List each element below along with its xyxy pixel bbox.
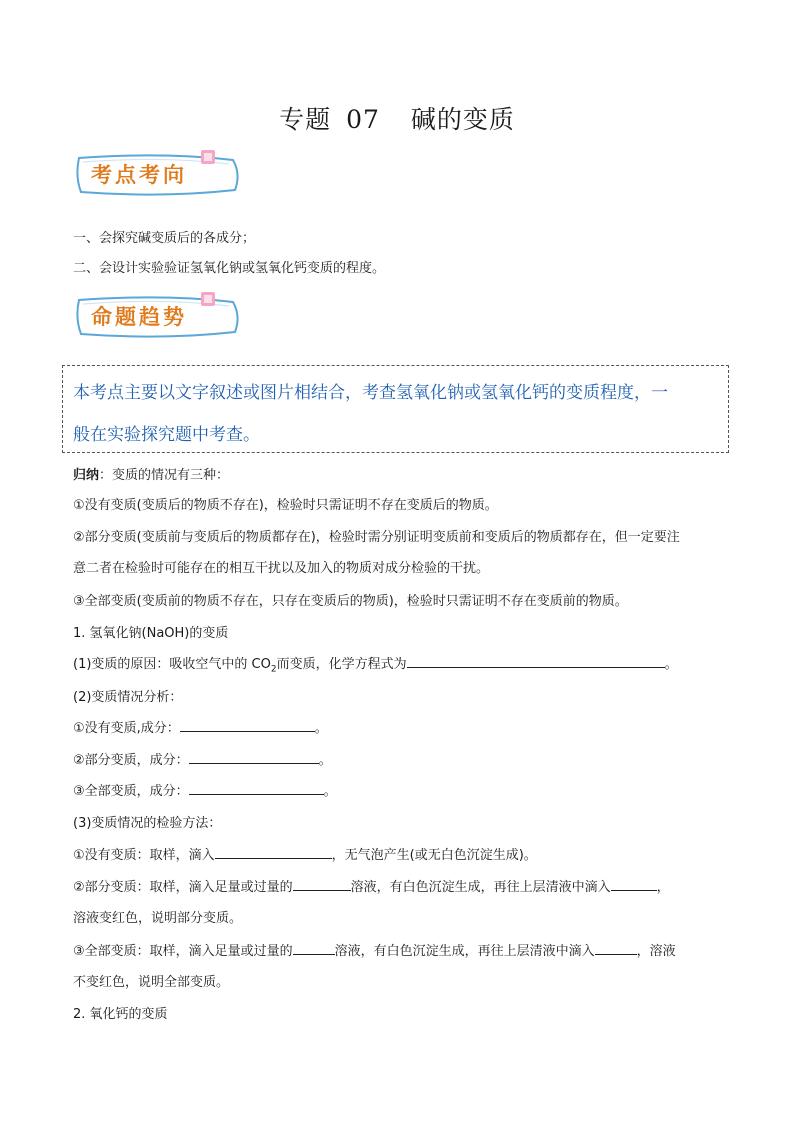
section1-heading: 1. 氢氧化钠(NaOH)的变质	[73, 626, 229, 641]
analysis-heading: (2)变质情况分析：	[73, 690, 183, 705]
summary-item-2: ②部分变质(变质前与变质后的物质都存在)，检验时需分别证明变质前和变质后的物质都存在，但一定要注	[73, 530, 680, 545]
banner-kaodian	[73, 150, 243, 202]
method-2	[73, 876, 670, 895]
analysis-3-blank[interactable]	[189, 782, 324, 795]
analysis-3	[73, 780, 337, 799]
title-topic: 碱的变质	[410, 105, 515, 134]
method-1-blank[interactable]	[215, 846, 332, 859]
method-3-end: ，溶液	[636, 944, 676, 959]
method-3-line2: 不变红色，说明全部变质。	[73, 975, 230, 990]
trend-line-1: 本考点主要以文字叙述或图片相结合，考查氢氧化钠或氢氧化钙的变质程度，一	[73, 383, 668, 403]
trend-box	[62, 365, 729, 453]
summary-item-1: ①没有变质(变质后的物质不存在)，检验时只需证明不存在变质后的物质。	[73, 498, 498, 513]
analysis-1-period: 。	[314, 721, 328, 736]
trend-line-2: 般在实验探究题中考查。	[73, 425, 260, 445]
summary-item-3: ③全部变质(变质前的物质不存在，只存在变质后的物质)，检验时只需证明不存在变质前的物质。	[73, 594, 628, 609]
analysis-1-blank[interactable]	[180, 719, 315, 732]
reason-line	[73, 653, 678, 675]
method-2-end: ，	[656, 880, 670, 895]
summary-item-2-cont: 意二者在检验时可能存在的相互干扰以及加入的物质对成分检验的干扰。	[73, 561, 490, 576]
method-3-blank-2[interactable]	[595, 942, 637, 955]
method-1-pre: ①没有变质：取样，滴入	[73, 848, 215, 863]
summary-label: 归纳	[73, 468, 100, 483]
reason-period: 。	[664, 657, 678, 672]
method-3-blank-1[interactable]	[293, 942, 335, 955]
analysis-3-label: ③全部变质，成分：	[73, 784, 189, 799]
method-2-mid: 溶液，有白色沉淀生成，再往上层清液中滴入	[350, 880, 611, 895]
banner-kaodian-label: 考点考向	[91, 163, 187, 187]
method-2-line2: 溶液变红色，说明部分变质。	[73, 911, 243, 926]
method-3	[73, 940, 676, 959]
method-heading: (3)变质情况的检验方法：	[73, 816, 222, 831]
section2-heading: 2. 氧化钙的变质	[73, 1007, 168, 1022]
summary-intro	[73, 464, 229, 483]
banner-mingti-label: 命题趋势	[91, 305, 187, 329]
reason-sub: 2	[270, 664, 277, 675]
equation-blank[interactable]	[407, 655, 665, 668]
method-1	[73, 844, 537, 863]
analysis-2-blank[interactable]	[189, 751, 319, 764]
method-3-pre: ③全部变质：取样，滴入足量或过量的	[73, 944, 293, 959]
analysis-2	[73, 749, 332, 768]
reason-pre: (1)变质的原因：吸收空气中的 CO	[73, 657, 271, 672]
method-1-post: ，无气泡产生(或无白色沉淀生成)。	[331, 848, 537, 863]
method-2-pre: ②部分变质：取样，滴入足量或过量的	[73, 880, 293, 895]
analysis-1	[73, 717, 328, 736]
method-2-blank-1[interactable]	[293, 878, 351, 891]
analysis-1-label: ①没有变质,成分：	[73, 721, 180, 736]
analysis-2-period: 。	[318, 753, 332, 768]
analysis-2-label: ②部分变质，成分：	[73, 753, 189, 768]
analysis-3-period: 。	[323, 784, 337, 799]
summary-intro-text: ：变质的情况有三种：	[99, 468, 230, 483]
reason-post: 而变质，化学方程式为	[276, 657, 407, 672]
title-prefix: 专题	[279, 105, 332, 134]
banner-mingti	[73, 292, 243, 344]
objective-1: 一、会探究碱变质后的各成分；	[73, 231, 256, 246]
title-number: 07	[346, 105, 380, 134]
page-title	[0, 100, 794, 136]
method-3-mid: 溶液，有白色沉淀生成，再往上层清液中滴入	[334, 944, 595, 959]
method-2-blank-2[interactable]	[611, 878, 657, 891]
objective-2: 二、会设计实验验证氢氧化钠或氢氧化钙变质的程度。	[73, 261, 386, 276]
